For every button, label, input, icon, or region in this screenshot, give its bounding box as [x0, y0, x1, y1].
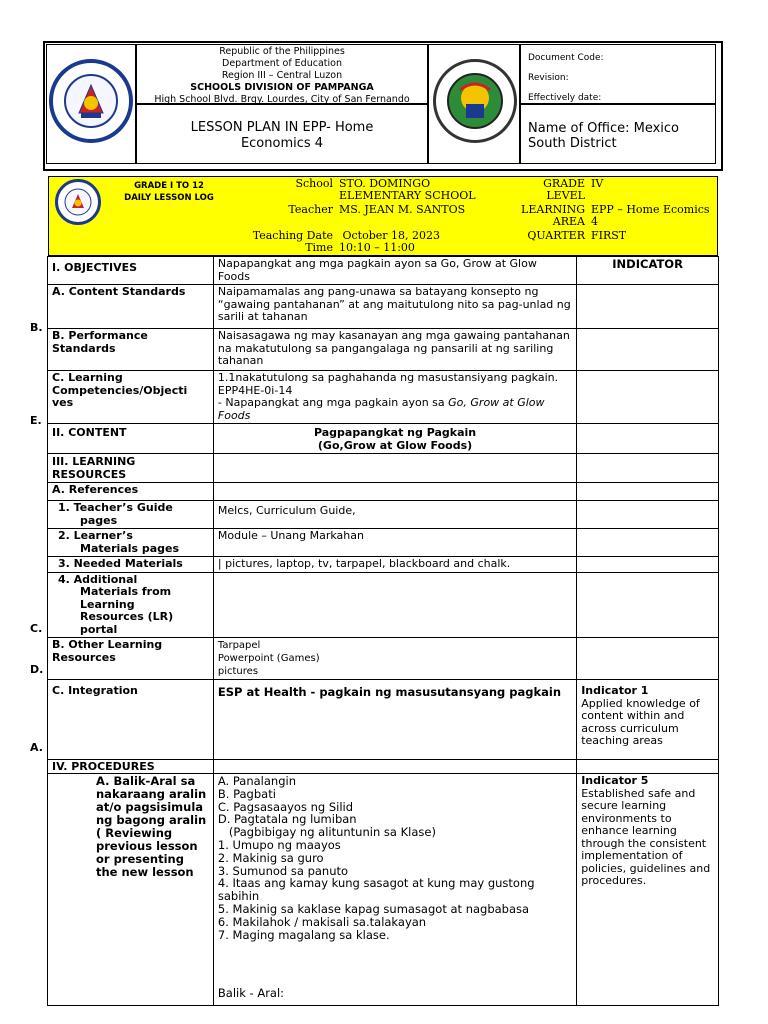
area-label-2: AREA [552, 215, 585, 228]
indicator-5-text: Established safe and secure learning environments to enhance learning through the consistent implementation of policies, guidelines and procedures. [581, 786, 711, 887]
content-standards-label: A. Content Standards [48, 285, 214, 329]
other-resource-2: Powerpoint (Games) [217, 653, 320, 664]
competencies-text-3-italic: Go, Grow at Glow Foods [217, 396, 545, 422]
procedures-indicator [577, 760, 719, 774]
side-letter-d: D. [30, 663, 44, 676]
tg-label-1: 1. Teacher’s Guide [58, 501, 173, 514]
doc-code-label: Document Code: [528, 53, 604, 63]
additional-label-5: portal [80, 622, 118, 636]
procedures-text [213, 760, 576, 774]
procedure-item: A. Panalangin [217, 774, 296, 788]
other-resources-indicator [577, 638, 719, 680]
content-standards-text: Naipamamalas ang pang-unawa sa batayang konsepto ng “gawaing pantahanan” at ang maitutulong nito sa pag-unlad ng sarili at tahanan [213, 285, 576, 329]
time-value: 10:10 – 11:00 [339, 241, 415, 254]
address-text: High School Blvd. Brgy. Lourdes, City of San Fernando [154, 94, 410, 105]
side-letter-c: C. [30, 622, 43, 635]
competencies-label-2: Competencies/Objecti [52, 383, 188, 397]
tg-indicator [577, 501, 719, 529]
procedure-item: (Pagbibigay ng alituntunin sa Klase) [217, 825, 436, 840]
content-text-2: (Go,Grow at Glow Foods) [317, 438, 473, 452]
performance-label-2: Standards [52, 341, 116, 355]
deped-logo-icon [53, 63, 129, 139]
side-letter-a: A. [30, 741, 43, 754]
right-seal-cell [428, 44, 520, 164]
date-value: October 18, 2023 [339, 229, 441, 242]
procedures-list [213, 774, 576, 1006]
integration-label: C. Integration [48, 680, 214, 760]
resources-label-1: III. LEARNING [52, 455, 136, 468]
side-letter-b: B. [30, 321, 43, 334]
competencies-label-1: C. Learning [52, 371, 123, 384]
dll-seal [55, 179, 101, 225]
area-value-1: EPP – Home Ecomics [591, 203, 710, 216]
office-line-1: Name of Office: Mexico [528, 121, 679, 136]
lesson-plan-title-2: Economics 4 [240, 136, 324, 151]
doc-info-cell [520, 44, 716, 104]
date-label-1: Teaching Date [252, 229, 333, 242]
lm-label-2: Materials pages [80, 541, 180, 555]
republic-text: Republic of the Philippines [219, 46, 345, 57]
effective-date-label: Effectively date: [528, 93, 602, 103]
division-logo-icon [436, 62, 514, 140]
procedure-item: 7. Maging magalang sa klase. [217, 927, 390, 942]
other-resource-3: pictures [217, 666, 259, 677]
review-label: A. Balik-Aral sa nakaraang aralin at/o pagsisimula ng bagong aralin ( Reviewing previous lesson or presenting the new lesson [48, 774, 214, 1006]
additional-label-1: 4. Additional [58, 572, 138, 586]
left-seal-cell [46, 44, 136, 164]
deped-small-logo-icon [58, 182, 98, 222]
references-label: A. References [48, 483, 214, 501]
school-value-2: ELEMENTARY SCHOOL [339, 189, 476, 202]
competencies-text-1: 1.1nakatutulong sa paghahanda ng masustansiyang pagkain. [217, 371, 559, 384]
school-value-1: STO. DOMINGO [339, 177, 431, 190]
competencies-indicator [577, 371, 719, 424]
content-text-1: Pagpapangkat ng Pagkain [313, 426, 477, 439]
procedure-item: D. Pagtatala ng lumiban [217, 812, 357, 827]
dll-title-2: DAILY LESSON LOG [124, 193, 214, 203]
agency-cell [136, 44, 428, 104]
indicator-1-title: Indicator 1 [581, 684, 649, 697]
content-indicator [577, 424, 719, 454]
grade-label-1: GRADE [543, 177, 585, 190]
competencies-text-3: - Napapangkat ang mga pagkain ayon sa [217, 396, 449, 409]
additional-label-2: Materials from [80, 585, 172, 598]
needed-text: | pictures, laptop, tv, tarpapel, blackboard and chalk. [213, 557, 576, 573]
school-label: School [295, 177, 333, 190]
dll-header [48, 176, 718, 256]
resources-indicator [577, 454, 719, 483]
performance-label-1: B. Performance [52, 329, 148, 342]
division-seal-right [433, 59, 517, 143]
lesson-plan-title-1: LESSON PLAN IN EPP- Home [190, 120, 374, 135]
content-label: II. CONTENT [48, 424, 214, 454]
procedure-item: C. Pagsasaayos ng Silid [217, 799, 354, 814]
competencies-code: EPP4HE-0i-14 [217, 383, 293, 397]
procedure-item: 1. Umupo ng maayos [217, 837, 341, 852]
resources-label-2: RESOURCES [52, 467, 127, 481]
other-resource-1: Tarpapel [217, 640, 261, 651]
deped-seal-left [49, 59, 133, 143]
performance-text: Naisasagawa ng may kasanayan ang mga gawaing pantahanan na makatutulong sa pangangalaga ng pansarili at ng sariling tahanan [213, 329, 576, 371]
procedure-item: 4. Itaas ang kamay kung sasagot at kung may gustong sabihin [217, 876, 535, 904]
lm-text: Module – Unang Markahan [213, 529, 576, 557]
balik-aral-text: Balik - Aral: [217, 986, 285, 1001]
teacher-value: MS. JEAN M. SANTOS [339, 203, 466, 216]
title-cell [136, 104, 428, 164]
additional-label-3: Learning [80, 597, 135, 611]
date-label-2: Time [305, 241, 333, 254]
area-value-2: 4 [591, 215, 598, 228]
procedures-label: IV. PROCEDURES [48, 760, 214, 774]
quarter-value: FIRST [591, 229, 627, 242]
performance-indicator [577, 329, 719, 371]
additional-label-4: Resources (LR) [80, 610, 174, 623]
grade-value: IV [591, 177, 604, 190]
additional-text [213, 572, 576, 638]
procedure-item: 5. Makinig sa kaklase kapag sumasagot at nagbabasa [217, 901, 530, 916]
tg-label-2: pages [80, 513, 118, 527]
other-resources-label-1: B. Other Learning [52, 638, 163, 651]
indicator-header: INDICATOR [577, 257, 719, 285]
teacher-label: Teacher [288, 203, 333, 216]
lm-label-1: 2. Learner’s [58, 529, 133, 542]
grade-label-2: LEVEL [546, 189, 585, 202]
procedure-item: 6. Makilahok / makisali sa.talakayan [217, 914, 427, 929]
area-label-1: LEARNING [521, 203, 585, 216]
office-line-2: South District [528, 136, 617, 151]
procedure-item: B. Pagbati [217, 786, 276, 801]
dll-title-1: GRADE I TO 12 [134, 181, 204, 191]
procedure-item: 2. Makinig sa guro [217, 850, 324, 865]
region-text: Region III – Central Luzon [221, 70, 343, 81]
division-text: SCHOOLS DIVISION OF PAMPANGA [190, 82, 374, 93]
needed-indicator [577, 557, 719, 573]
objectives-label: I. OBJECTIVES [48, 257, 214, 285]
revision-label: Revision: [528, 73, 569, 83]
objectives-text: Napapangkat ang mga pagkain ayon sa Go, Grow at Glow Foods [213, 257, 576, 285]
content-standards-indicator [577, 285, 719, 329]
additional-indicator [577, 572, 719, 638]
office-cell [520, 104, 716, 164]
lm-indicator [577, 529, 719, 557]
procedure-item: 3. Sumunod sa panuto [217, 863, 349, 878]
indicator-1-text: Applied knowledge of content within and across curriculum teaching areas [581, 696, 700, 747]
references-text [213, 483, 576, 501]
competencies-label-3: ves [52, 396, 74, 409]
deped-text: Department of Education [222, 58, 342, 69]
side-letter-e: E. [30, 414, 42, 427]
tg-text: Melcs, Curriculum Guide, [213, 501, 576, 529]
lesson-table [47, 256, 719, 1006]
integration-text: ESP at Health - pagkain ng masusutansyang pagkain [213, 680, 576, 760]
other-resources-label-2: Resources [52, 650, 116, 664]
references-indicator [577, 483, 719, 501]
needed-label: 3. Needed Materials [48, 557, 214, 573]
indicator-5-title: Indicator 5 [581, 774, 649, 787]
quarter-label: QUARTER [527, 229, 585, 242]
resources-text [213, 454, 576, 483]
